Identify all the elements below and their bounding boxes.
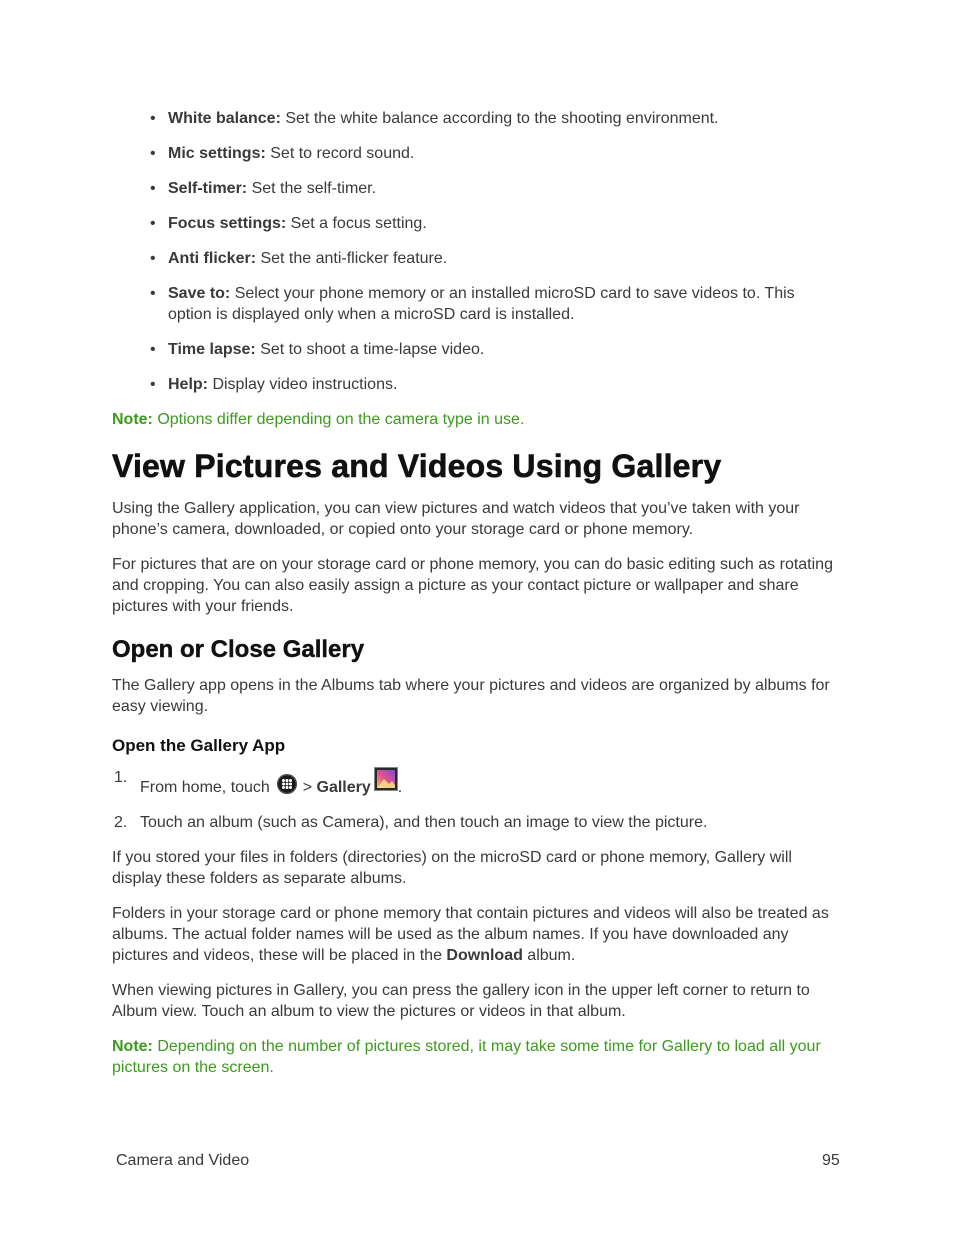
list-item-text: Set the anti-flicker feature. <box>256 250 448 267</box>
step-end: . <box>397 779 403 796</box>
list-item-text: Display video instructions. <box>208 376 398 393</box>
step-item <box>112 812 842 833</box>
bullet-icon: • <box>150 215 156 232</box>
footer-section-name: Camera and Video <box>116 1152 250 1169</box>
list-item-text: Set a focus setting. <box>286 215 427 232</box>
apps-icon <box>277 774 297 794</box>
viewing-paragraph: When viewing pictures in Gallery, you can press the gallery icon in the upper left corner to return to Album view. Touch an album to view the pictures or videos in that album. <box>112 982 810 1020</box>
note-camera-type <box>112 409 842 430</box>
list-item-term: Time lapse: <box>168 341 256 358</box>
footer-page-number: 95 <box>822 1152 840 1169</box>
list-item-text: Set to shoot a time-lapse video. <box>255 341 485 358</box>
page-content <box>112 108 842 1092</box>
gallery-icon <box>374 767 398 791</box>
bullet-icon: • <box>150 110 156 127</box>
albums-paragraph <box>112 903 842 966</box>
note-label: Note: <box>112 411 153 428</box>
step-number: 2. <box>114 814 128 831</box>
list-item <box>112 143 842 164</box>
download-label: Download <box>446 947 523 964</box>
note-text: Depending on the number of pictures stored, it may take some time for Gallery to load all your pictures on the screen. <box>112 1038 821 1076</box>
list-item-term: Anti flicker: <box>168 250 257 267</box>
list-item-text: Set to record sound. <box>265 145 415 162</box>
folders-paragraph: If you stored your files in folders (directories) on the microSD card or phone memory, Gallery will display these folders as separate albums. <box>112 849 792 887</box>
page-title: View Pictures and Videos Using Gallery <box>112 448 722 484</box>
bullet-icon: • <box>150 250 156 267</box>
list-item-term: Mic settings: <box>168 145 266 162</box>
list-item <box>112 374 842 395</box>
list-item-term: Focus settings: <box>168 215 287 232</box>
list-item <box>112 283 842 325</box>
list-item-term: Help: <box>168 376 208 393</box>
albums-text: Folders in your storage card or phone memory that contain pictures and videos will also be treated as albums. The actual folder names will be used as the album names. If you have downloaded any pictures and videos, these will be placed in the <box>112 905 829 964</box>
albums-text-end: album. <box>522 947 576 964</box>
note-text: Options differ depending on the camera type in use. <box>152 411 525 428</box>
steps-list <box>112 767 842 833</box>
albums-tab-paragraph: The Gallery app opens in the Albums tab where your pictures and videos are organized by albums for easy viewing. <box>112 677 830 715</box>
step-separator: > <box>298 779 317 796</box>
task-heading: Open the Gallery App <box>112 736 286 755</box>
bullet-icon: • <box>150 145 156 162</box>
note-label: Note: <box>112 1038 153 1055</box>
section-heading: Open or Close Gallery <box>112 636 365 663</box>
step-text: Touch an album (such as Camera), and then touch an image to view the picture. <box>140 814 708 831</box>
intro-paragraph: Using the Gallery application, you can view pictures and watch videos that you’ve taken with your phone’s camera, downloaded, or copied onto your storage card or phone memory. <box>112 500 800 538</box>
list-item <box>112 108 842 129</box>
list-item-text: Select your phone memory or an installed microSD card to save videos to. This option is displayed only when a microSD card is installed. <box>168 285 795 323</box>
step-text: From home, touch <box>140 779 275 796</box>
bullet-icon: • <box>150 376 156 393</box>
list-item-text: Set the white balance according to the shooting environment. <box>280 110 719 127</box>
gallery-label: Gallery <box>316 779 371 796</box>
editing-paragraph: For pictures that are on your storage card or phone memory, you can do basic editing such as rotating and cropping. You can also easily assign a picture as your contact picture or wallpaper and share pictures with your friends. <box>112 556 833 615</box>
list-item-term: White balance: <box>168 110 281 127</box>
note-loading-time <box>112 1036 842 1078</box>
list-item <box>112 339 842 360</box>
bullet-icon: • <box>150 285 156 302</box>
video-settings-list <box>112 108 842 395</box>
bullet-icon: • <box>150 341 156 358</box>
list-item <box>112 178 842 199</box>
list-item <box>112 213 842 234</box>
list-item-text: Set the self-timer. <box>247 180 377 197</box>
list-item-term: Self-timer: <box>168 180 248 197</box>
list-item-term: Save to: <box>168 285 231 302</box>
step-item <box>112 767 842 798</box>
bullet-icon: • <box>150 180 156 197</box>
step-number: 1. <box>114 769 128 786</box>
list-item <box>112 248 842 269</box>
